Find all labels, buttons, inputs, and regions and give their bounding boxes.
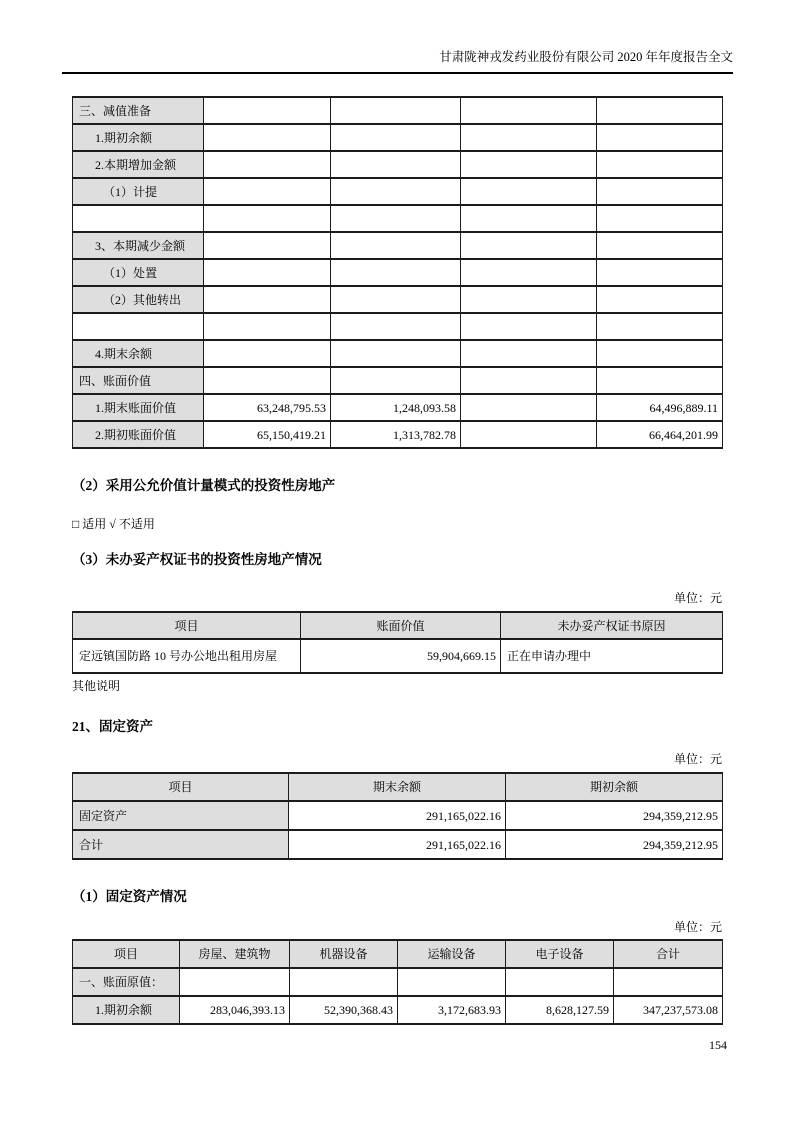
value-cell <box>461 340 597 367</box>
table-row <box>73 612 723 639</box>
value-cell: 294,359,212.95 <box>506 830 723 859</box>
row-label <box>73 313 204 340</box>
table-row <box>73 940 723 968</box>
value-cell <box>398 968 506 996</box>
row-label: 合计 <box>73 830 289 859</box>
column-header: 房屋、建筑物 <box>180 940 290 968</box>
column-header: 项目 <box>73 773 289 801</box>
value-cell: 65,150,419.21 <box>204 421 331 448</box>
value-cell <box>597 286 723 313</box>
table-row <box>73 205 723 232</box>
value-cell <box>331 340 461 367</box>
table-row <box>73 801 723 830</box>
row-label <box>73 205 204 232</box>
value-cell: 294,359,212.95 <box>506 801 723 830</box>
value-cell <box>597 178 723 205</box>
value-cell <box>461 421 597 448</box>
value-cell <box>290 968 398 996</box>
page-header <box>62 48 733 74</box>
table-row <box>73 394 723 421</box>
value-cell <box>597 232 723 259</box>
value-cell <box>597 340 723 367</box>
value-cell <box>461 124 597 151</box>
table-row <box>73 313 723 340</box>
value-cell <box>597 151 723 178</box>
unit-label: 单位：元 <box>673 920 722 934</box>
section-heading-fair-value: （2）采用公允价值计量模式的投资性房地产 <box>72 478 336 493</box>
value-cell: 64,496,889.11 <box>597 394 723 421</box>
value-cell <box>331 97 461 124</box>
table-row <box>73 639 723 673</box>
value-cell: 291,165,022.16 <box>289 830 506 859</box>
applicability-line <box>72 516 722 532</box>
value-cell <box>614 968 723 996</box>
table-row <box>73 773 723 801</box>
column-header: 期初余额 <box>506 773 723 801</box>
value-cell <box>331 205 461 232</box>
row-label: （1）计提 <box>73 178 204 205</box>
value-cell <box>461 205 597 232</box>
value-cell <box>180 968 290 996</box>
table-row <box>73 421 723 448</box>
applicability-text: □ 适用 √ 不适用 <box>72 517 155 531</box>
value-cell: 8,628,127.59 <box>506 996 614 1024</box>
table-row <box>73 830 723 859</box>
table-row <box>73 259 723 286</box>
report-title: 甘肃陇神戎发药业股份有限公司 2020 年年度报告全文 <box>439 50 733 64</box>
row-label: 定远镇国防路 10 号办公地出租用房屋 <box>73 639 301 673</box>
fixed-assets-detail-table <box>72 939 723 1025</box>
row-label: 四、账面价值 <box>73 367 204 394</box>
column-header: 合计 <box>614 940 723 968</box>
row-label: （2）其他转出 <box>73 286 204 313</box>
value-cell <box>597 367 723 394</box>
value-cell <box>461 151 597 178</box>
value-cell: 1,248,093.58 <box>331 394 461 421</box>
value-cell <box>204 286 331 313</box>
row-label: 2.本期增加金额 <box>73 151 204 178</box>
column-header: 期末余额 <box>289 773 506 801</box>
table-row <box>73 124 723 151</box>
row-label: 2.期初账面价值 <box>73 421 204 448</box>
value-cell <box>204 232 331 259</box>
other-notes-label: 其他说明 <box>72 679 121 693</box>
section-heading-no-certificate: （3）未办妥产权证书的投资性房地产情况 <box>72 552 322 567</box>
section-heading-fixed-assets-detail: （1）固定资产情况 <box>72 889 187 904</box>
value-cell: 52,390,368.43 <box>290 996 398 1024</box>
value-cell: 3,172,683.93 <box>398 996 506 1024</box>
column-header: 项目 <box>73 940 180 968</box>
column-header: 未办妥产权证书原因 <box>501 612 723 639</box>
row-label: 固定资产 <box>73 801 289 830</box>
column-header: 机器设备 <box>290 940 398 968</box>
column-header: 电子设备 <box>506 940 614 968</box>
value-cell: 347,237,573.08 <box>614 996 723 1024</box>
unit-label: 单位：元 <box>673 591 722 605</box>
row-label: （1）处置 <box>73 259 204 286</box>
table-row <box>73 151 723 178</box>
value-cell <box>204 178 331 205</box>
value-cell <box>506 968 614 996</box>
value-cell: 59,904,669.15 <box>301 639 501 673</box>
value-cell <box>204 205 331 232</box>
value-cell <box>461 286 597 313</box>
value-cell: 291,165,022.16 <box>289 801 506 830</box>
value-cell: 283,046,393.13 <box>180 996 290 1024</box>
value-cell <box>204 340 331 367</box>
row-label: 1.期初余额 <box>73 996 180 1024</box>
value-cell <box>331 178 461 205</box>
value-cell <box>331 259 461 286</box>
fixed-assets-table <box>72 772 723 860</box>
no-certificate-table <box>72 611 723 674</box>
table-row <box>73 286 723 313</box>
value-cell: 正在申请办理中 <box>501 639 723 673</box>
table-row <box>73 232 723 259</box>
value-cell: 1,313,782.78 <box>331 421 461 448</box>
value-cell <box>461 394 597 421</box>
value-cell <box>461 232 597 259</box>
value-cell <box>461 259 597 286</box>
value-cell: 66,464,201.99 <box>597 421 723 448</box>
value-cell <box>331 367 461 394</box>
value-cell <box>204 313 331 340</box>
value-cell <box>204 367 331 394</box>
value-cell <box>331 286 461 313</box>
unit-label: 单位：元 <box>673 752 722 766</box>
value-cell: 63,248,795.53 <box>204 394 331 421</box>
column-header: 账面价值 <box>301 612 501 639</box>
table-row <box>73 178 723 205</box>
value-cell <box>331 151 461 178</box>
value-cell <box>597 97 723 124</box>
row-label: 1.期初余额 <box>73 124 204 151</box>
value-cell <box>331 232 461 259</box>
table-row <box>73 340 723 367</box>
row-label: 4.期末余额 <box>73 340 204 367</box>
row-label: 1.期末账面价值 <box>73 394 204 421</box>
value-cell <box>597 205 723 232</box>
value-cell <box>331 124 461 151</box>
impairment-table <box>72 96 723 449</box>
value-cell <box>204 124 331 151</box>
value-cell <box>331 313 461 340</box>
value-cell <box>461 178 597 205</box>
value-cell <box>204 97 331 124</box>
value-cell <box>461 313 597 340</box>
page-number: 154 <box>709 1038 727 1052</box>
column-header: 运输设备 <box>398 940 506 968</box>
page-content <box>0 96 793 1025</box>
value-cell <box>461 97 597 124</box>
row-label: 三、减值准备 <box>73 97 204 124</box>
table-row <box>73 97 723 124</box>
value-cell <box>597 259 723 286</box>
table-row <box>73 367 723 394</box>
column-header: 项目 <box>73 612 301 639</box>
value-cell <box>597 313 723 340</box>
value-cell <box>204 259 331 286</box>
row-label: 一、账面原值： <box>73 968 180 996</box>
value-cell <box>204 151 331 178</box>
value-cell <box>597 124 723 151</box>
table-row <box>73 968 723 996</box>
value-cell <box>461 367 597 394</box>
section-heading-fixed-assets: 21、固定资产 <box>72 719 153 734</box>
row-label: 3、本期减少金额 <box>73 232 204 259</box>
table-row <box>73 996 723 1024</box>
